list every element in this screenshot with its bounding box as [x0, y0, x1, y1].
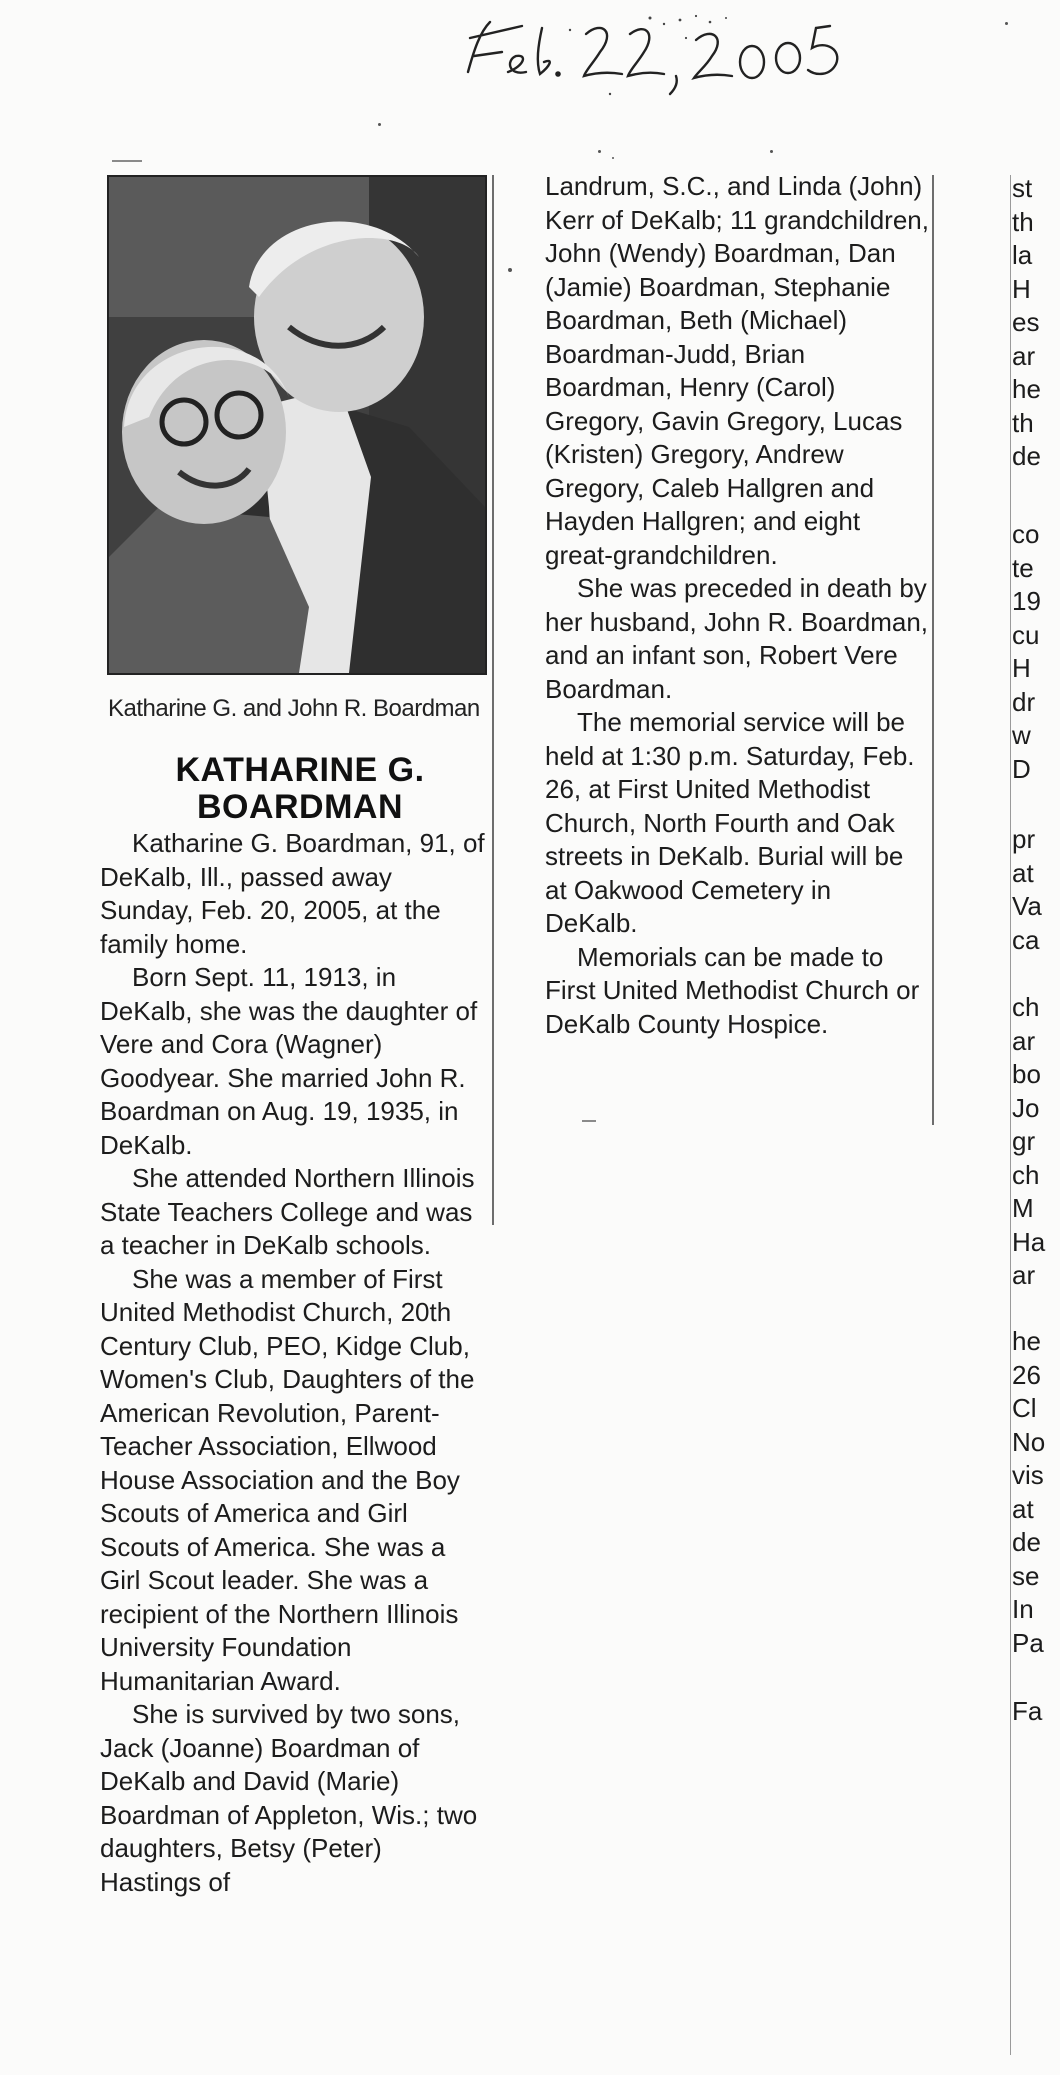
cutoff-text-fragment: se [1012, 1560, 1040, 1591]
cutoff-text-fragment: te [1012, 552, 1034, 583]
cutoff-text-fragment: th [1012, 407, 1034, 438]
column-rule [1010, 175, 1011, 2055]
cutoff-text-fragment: ar [1012, 1025, 1036, 1056]
cutoff-text-fragment: H [1012, 653, 1031, 683]
cutoff-text-fragment: H [1012, 273, 1031, 304]
obituary-photo [107, 175, 487, 675]
headline-line-2: BOARDMAN [196, 788, 404, 826]
cutoff-text-fragment: 26 [1012, 1359, 1041, 1390]
cutoff-text-fragment: co [1012, 519, 1040, 549]
paragraph: She was preceded in death by her husband, John R. Boardman, and an infant son, Robert Vere Boardman. [545, 573, 929, 704]
cutoff-text-fragment: dr [1012, 686, 1036, 717]
cutoff-text-fragment: ar [1012, 1260, 1036, 1290]
cutoff-text-fragment: gr [1012, 1126, 1036, 1156]
cutoff-text-fragment: at [1012, 857, 1034, 888]
cutoff-text-fragment: Va [1012, 891, 1042, 921]
cutoff-text-fragment: Jo [1012, 1092, 1040, 1123]
cutoff-text-fragment: No [1012, 1426, 1046, 1457]
paragraph: Memorials can be made to First United Methodist Church or DeKalb County Hospice. [545, 941, 920, 1039]
print-speck [598, 150, 601, 153]
cutoff-text-fragment: ca [1012, 924, 1040, 955]
print-speck [378, 123, 381, 126]
cutoff-text-fragment: la [1012, 240, 1033, 270]
cutoff-text-fragment: ch [1012, 1159, 1040, 1190]
print-speck [508, 268, 512, 272]
print-speck [770, 150, 773, 153]
obituary-column-2 [545, 170, 930, 1041]
cutoff-column-block [1012, 1325, 1060, 1660]
cutoff-text-fragment: M [1012, 1193, 1034, 1223]
cutoff-text-fragment: at [1012, 1493, 1034, 1524]
cutoff-text-fragment: Cl [1012, 1393, 1037, 1423]
cutoff-text-fragment: pr [1012, 824, 1036, 854]
cutoff-text-fragment: ch [1012, 992, 1040, 1022]
cutoff-text-fragment: Ha [1012, 1226, 1046, 1257]
cutoff-text-fragment: D [1012, 753, 1031, 784]
top-rule [112, 160, 142, 162]
paragraph: She attended Northern Illinois State Teachers College and was a teacher in DeKalb schools. [100, 1163, 475, 1260]
paragraph: Katharine G. Boardman, 91, of DeKalb, Ill., passed away Sunday, Feb. 20, 2005, at the family home. [100, 828, 485, 959]
cutoff-text-fragment: ar [1012, 340, 1036, 371]
cutoff-text-fragment: he [1012, 1326, 1041, 1356]
cutoff-text-fragment: w [1012, 720, 1031, 750]
cutoff-column-block [1012, 823, 1060, 957]
cutoff-column-block [1012, 172, 1060, 474]
cutoff-text-fragment: es [1012, 307, 1040, 337]
headline-line-1: KATHARINE G. [175, 751, 425, 789]
cutoff-text-fragment: bo [1012, 1059, 1041, 1089]
paragraph: Landrum, S.C., and Linda (John) Kerr of DeKalb; 11 grandchildren, John (Wendy) Boardman, Dan (Jamie) Boardman, Stephanie Boardman, Beth (Michael) Boardman-Judd, Brian Boardman, Henry (Carol) Gregory, Gavin Gregory, Lucas (Kristen) Gregory, Andrew Gregory, Caleb Hallgren and Hayden Hallgren; and eight great-grandchildren. [545, 171, 929, 570]
cutoff-text-fragment: th [1012, 206, 1034, 237]
cutoff-text-fragment: cu [1012, 619, 1040, 650]
column-end-rule [582, 1120, 596, 1122]
cutoff-text-fragment: de [1012, 441, 1041, 471]
print-speck [1005, 22, 1008, 25]
cutoff-column-block [1012, 518, 1060, 786]
paragraph: She was a member of First United Methodist Church, 20th Century Club, PEO, Kidge Club, Women's Club, Daughters of the American Revolution, Parent-Teacher Association, Ellwood House Association and the Boy Scouts of America and Girl Scouts of America. She was a Girl Scout leader. She was a recipient of the Northern Illinois University Foundation Humanitarian Award. [100, 1263, 475, 1696]
obituary-headline [100, 752, 500, 826]
cutoff-text-fragment: In [1012, 1594, 1034, 1624]
cutoff-text-fragment: de [1012, 1527, 1041, 1557]
column-rule [932, 175, 934, 1125]
paragraph: She is survived by two sons, Jack (Joanne) Boardman of DeKalb and David (Marie) Boardman of Appleton, Wis.; two daughters, Betsy (Peter) Hastings of [100, 1699, 478, 1897]
cutoff-text-fragment: 19 [1012, 586, 1041, 616]
cutoff-column-block [1012, 1695, 1060, 1729]
column-rule [492, 175, 494, 1225]
photo-caption: Katharine G. and John R. Boardman [108, 695, 480, 722]
cutoff-text-fragment: st [1012, 173, 1033, 203]
cutoff-text-fragment: vis [1012, 1460, 1044, 1490]
cutoff-text-fragment: he [1012, 374, 1041, 404]
print-speck [612, 157, 614, 159]
cutoff-column-block [1012, 991, 1060, 1293]
obituary-column-1 [100, 827, 485, 1899]
cutoff-text-fragment: Pa [1012, 1627, 1044, 1658]
paragraph: The memorial service will be held at 1:30 p.m. Saturday, Feb. 26, at First United Methodist Church, North Fourth and Oak streets in DeKalb. Burial will be at Oakwood Cemetery in DeKalb. [545, 707, 915, 938]
handwritten-date [450, 10, 1050, 110]
cutoff-text-fragment: Fa [1012, 1696, 1043, 1726]
paragraph: Born Sept. 11, 1913, in DeKalb, she was the daughter of Vere and Cora (Wagner) Goodyear. She married John R. Boardman on Aug. 19, 1935, in DeKalb. [100, 962, 478, 1160]
